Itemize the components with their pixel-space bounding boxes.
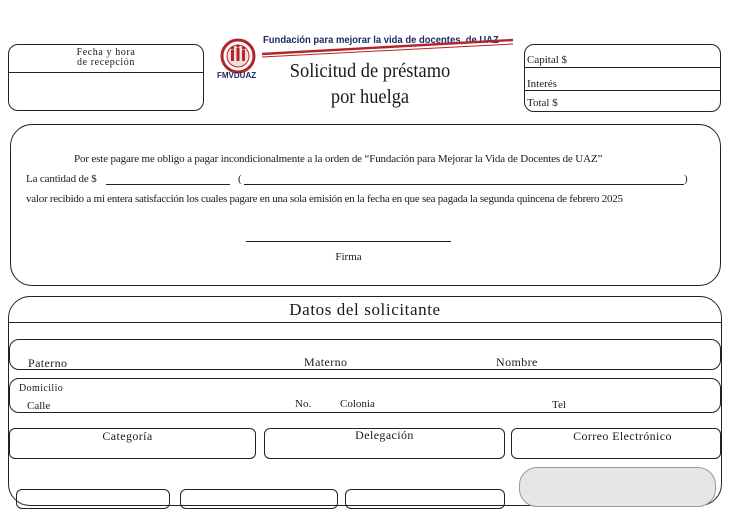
reception-label-1: Fecha y hora [76,47,136,58]
categoria-label: Categoría [102,429,153,443]
bottom-field-2[interactable] [180,489,338,509]
pagare-line-1: Por este pagare me obligo a pagar incondicionalmente a la orden de “Fundación para Mejorar la Vida de Docentes de UAZ” [74,153,603,165]
address-heading: Domicilio [19,383,64,394]
materno-label: Materno [304,355,348,369]
form-title-line1: Solicitud de préstamo [289,60,451,82]
logo-text: FMVDUAZ [217,71,257,80]
colonia-label: Colonia [340,398,375,410]
signature-line[interactable] [246,241,451,242]
form-title-line2: por huelga [330,86,410,108]
delegacion-label: Delegación [355,428,414,442]
nombre-label: Nombre [496,355,538,369]
calle-label: Calle [27,400,51,412]
total-field[interactable]: Total $ [527,97,558,109]
header-swoosh [258,36,518,58]
interest-field[interactable]: Interés [527,78,557,90]
signature-label: Firma [335,251,362,263]
amount-words-input[interactable] [244,184,684,185]
correo-label: Correo Electrónico [573,429,672,443]
org-name: Fundación para mejorar la vida de docentes, de UAZ [263,34,499,46]
name-row[interactable] [9,339,721,370]
reception-divider [9,72,203,73]
section-title-divider [9,322,721,323]
tel-label: Tel [552,399,566,411]
amount-label: La cantidad de $ [26,173,97,185]
amount-number-input[interactable] [106,184,230,185]
open-paren: ( [238,173,242,185]
reception-label-2: de recepción [76,57,135,68]
pagare-line-3: valor recibido a mi entera satisfacción los cuales pagare en una sola emisión en la fecha en que sea pagada la segunda quincena de febrero 2025 [26,193,623,205]
photo-box[interactable] [519,467,716,507]
section-title: Datos del solicitante [289,300,441,319]
close-paren: ) [684,173,688,185]
capital-field[interactable]: Capital $ [527,54,568,66]
bottom-field-1[interactable] [16,489,170,509]
summary-divider-2 [525,90,720,91]
numero-label: No. [295,398,312,410]
paterno-label: Paterno [28,356,68,370]
summary-divider-1 [525,67,720,68]
bottom-field-3[interactable] [345,489,505,509]
